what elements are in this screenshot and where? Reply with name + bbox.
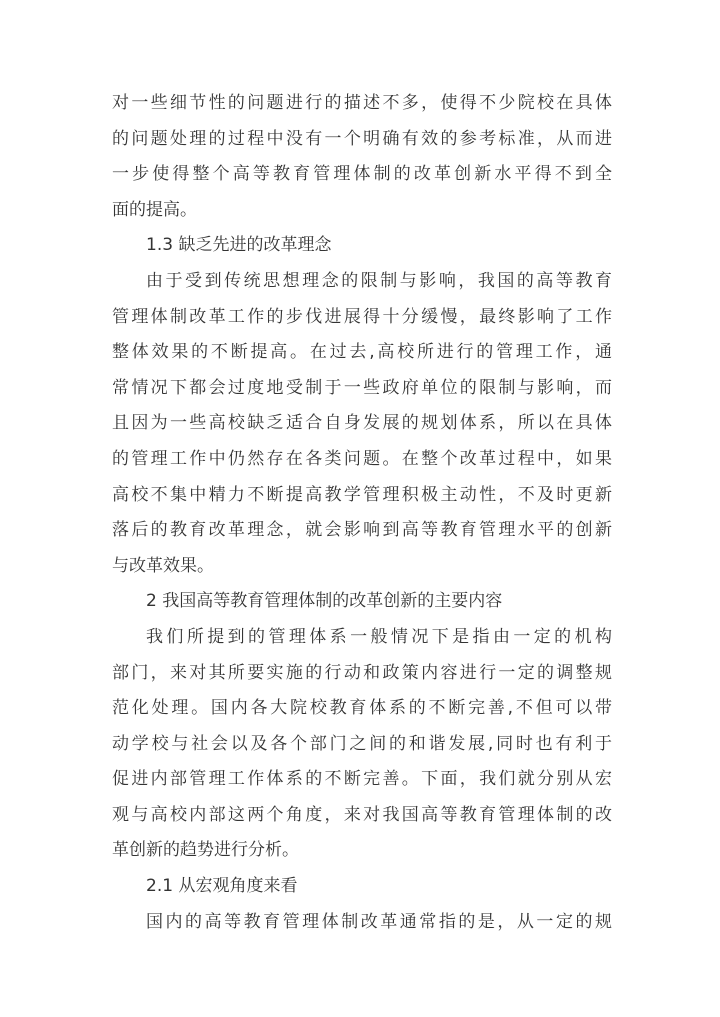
text-line: 且因为一些高校缺乏适合自身发展的规划体系，所以在具体 [112,413,612,434]
section-heading: 2.1 从宏观角度来看 [146,876,298,897]
text-line: 面的提高。 [112,199,197,220]
text-line: 的管理工作中仍然存在各类问题。在整个改革过程中，如果 [112,448,612,469]
text-line: 促进内部管理工作体系的不断完善。下面，我们就分别从宏 [112,769,612,790]
text-line: 国内的高等教育管理体制改革通常指的是，从一定的规 [146,911,612,932]
text-line: 对一些细节性的问题进行的描述不多，使得不少院校在具体 [112,93,612,113]
body-text [112,86,612,940]
text-line: 观与高校内部这两个角度，来对我国高等教育管理体制的改 [112,804,612,825]
text-line: 落后的教育改革理念，就会影响到高等教育管理水平的创新 [112,520,612,541]
text-line: 常情况下都会过度地受制于一些政府单位的限制与影响，而 [112,377,612,398]
text-line: 的问题处理的过程中没有一个明确有效的参考标准，从而进 [112,128,612,149]
text-line: 与改革效果。 [112,555,214,576]
text-line: 整体效果的不断提高。在过去,高校所进行的管理工作，通 [112,342,612,363]
text-line: 管理体制改革工作的步伐进展得十分缓慢，最终影响了工作 [112,306,612,327]
text-line: 由于受到传统思想理念的限制与影响，我国的高等教育 [146,270,612,291]
text-line: 动学校与社会以及各个部门之间的和谐发展,同时也有利于 [112,733,612,754]
text-line: 革创新的趋势进行分析。 [112,840,299,861]
text-line: 一步使得整个高等教育管理体制的改革创新水平得不到全 [112,164,612,185]
text-line: 部门，来对其所要实施的行动和政策内容进行一定的调整规 [112,662,612,683]
text-line: 高校不集中精力不断提高教学管理积极主动性，不及时更新 [112,484,612,505]
section-heading: 2 我国高等教育管理体制的改革创新的主要内容 [146,591,503,612]
text-line: 我们所提到的管理体系一般情况下是指由一定的机构 [146,626,612,647]
section-heading: 1.3 缺乏先进的改革理念 [146,235,332,256]
text-line: 范化处理。国内各大院校教育体系的不断完善,不但可以带 [112,698,612,719]
